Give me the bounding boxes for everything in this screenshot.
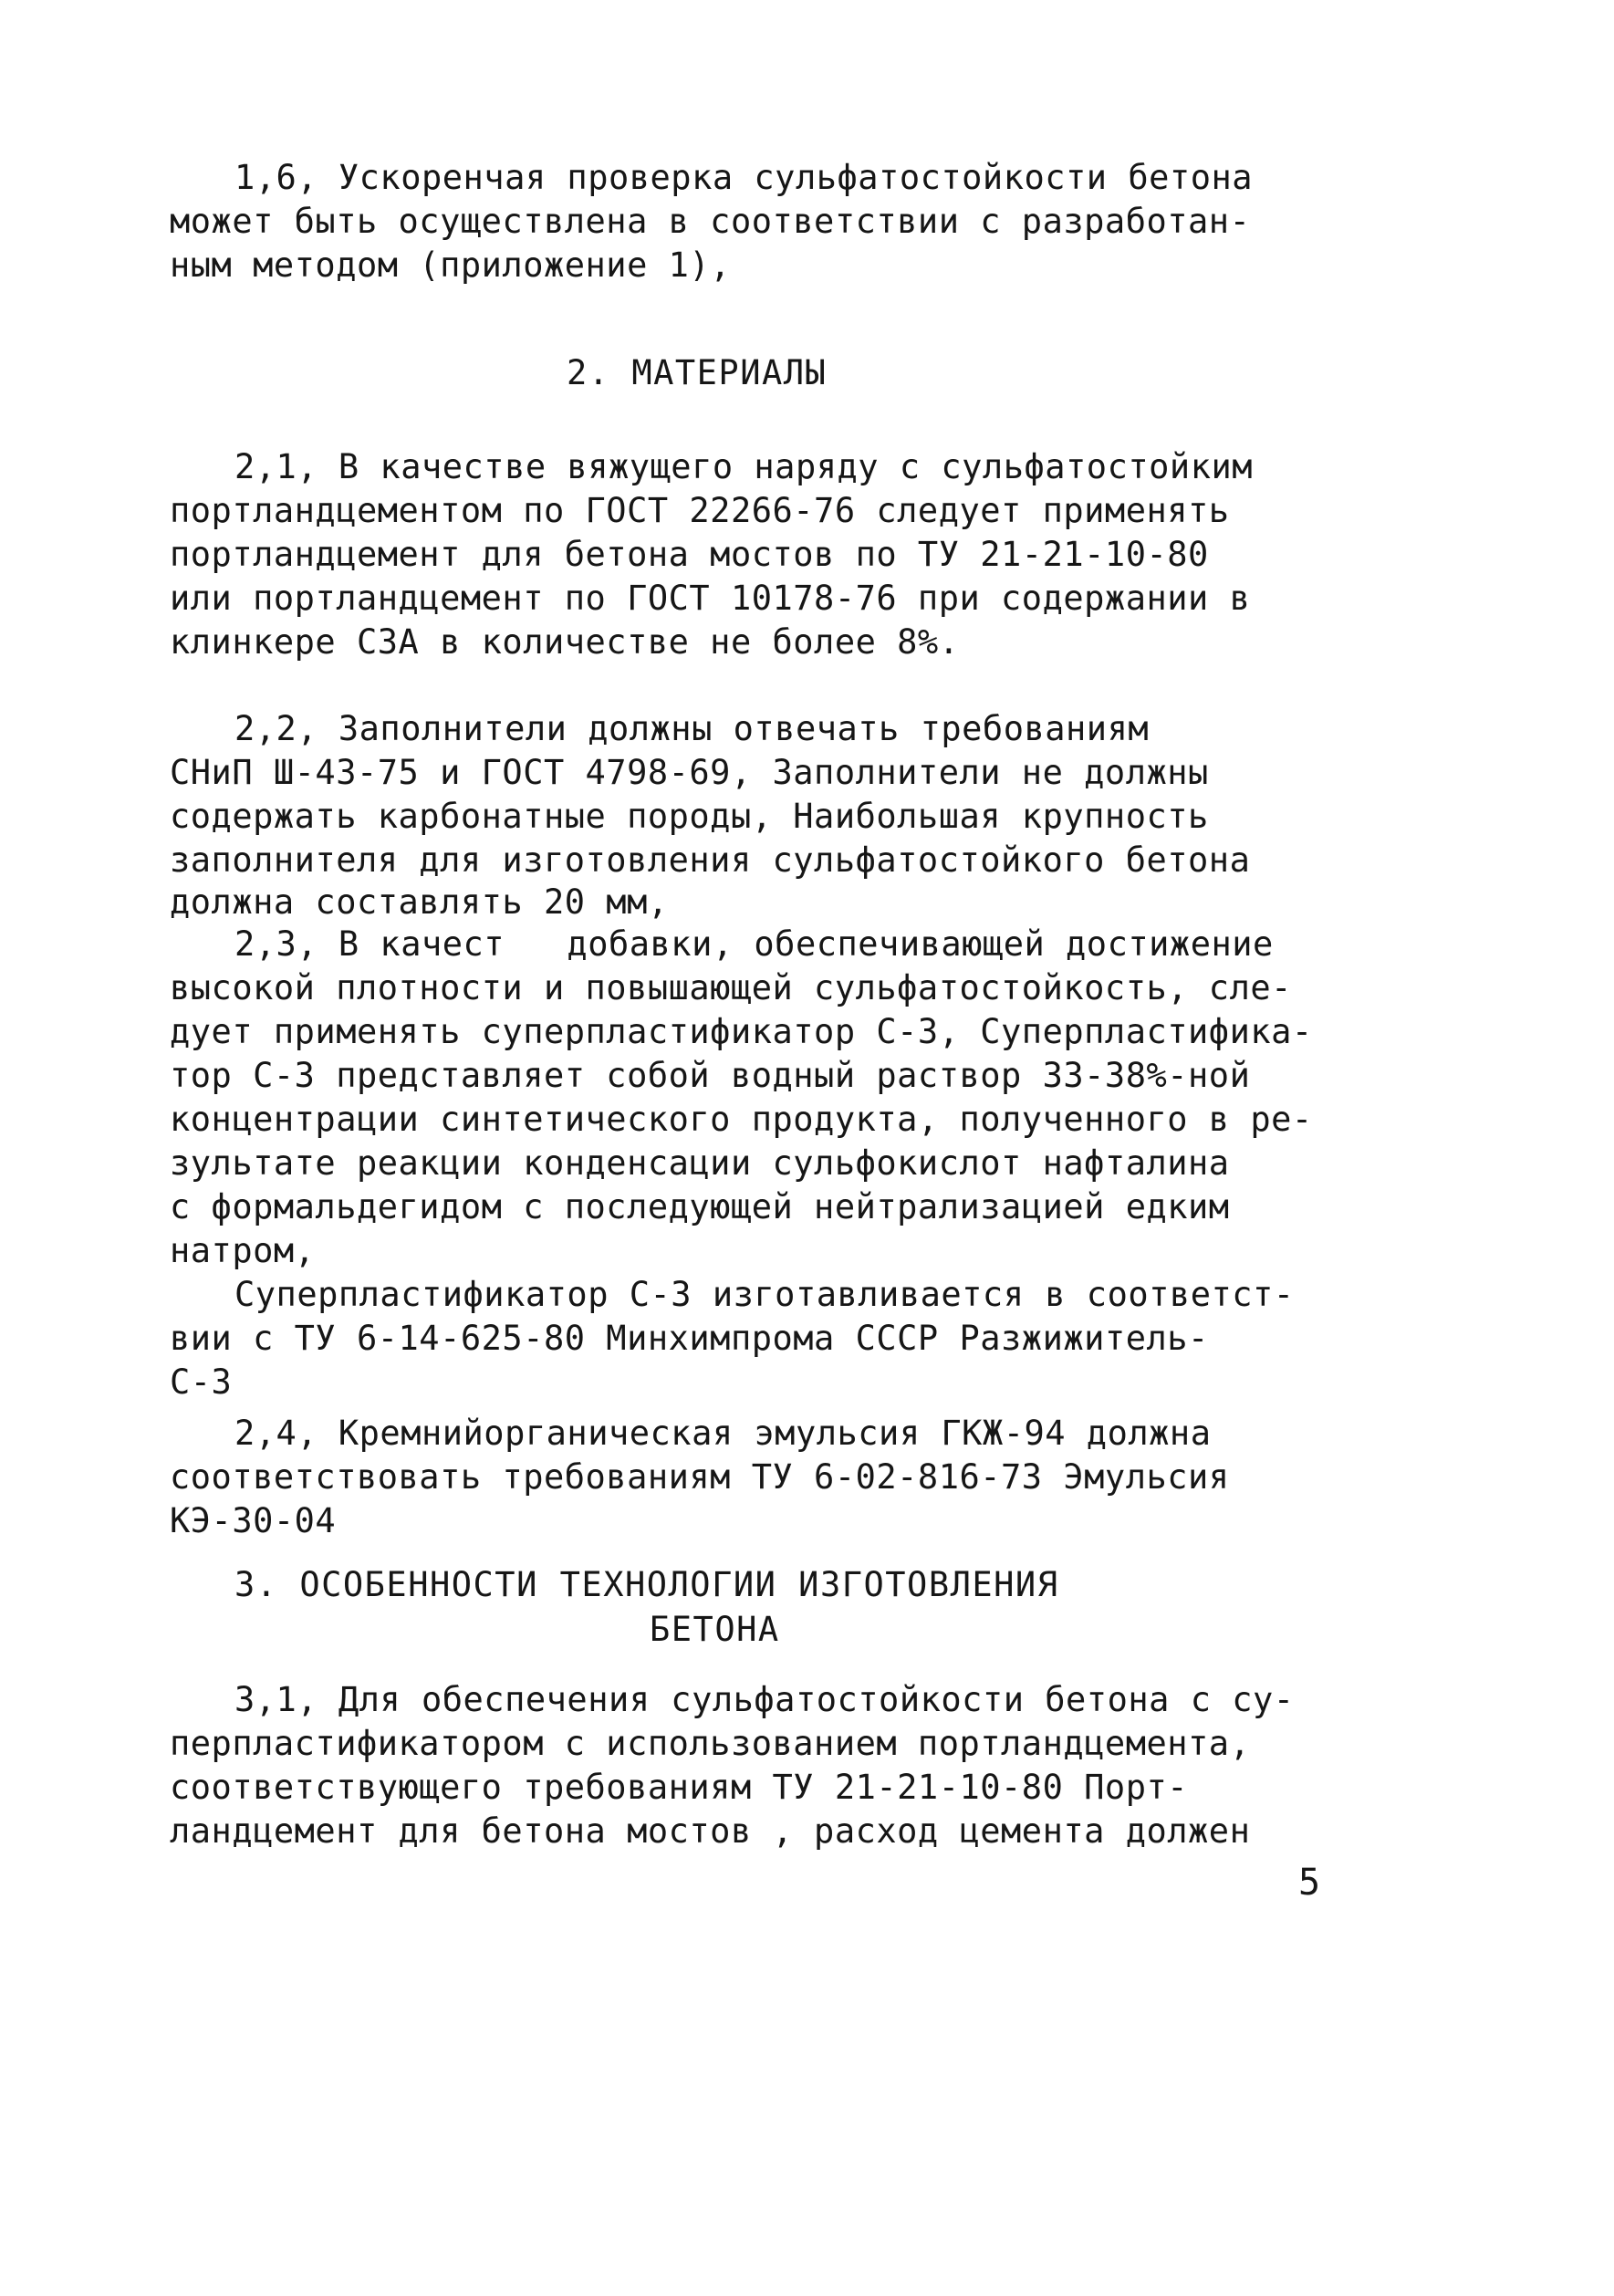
- para-2-3-line-1: 2,3, В качест добавки, обеспечивающей достижение: [234, 924, 1274, 964]
- para-2-1-line-5: клинкере С3А в количестве не более 8%.: [170, 622, 960, 662]
- para-2-3-line-7: с формальдегидом с последующей нейтрализацией едким: [170, 1187, 1230, 1226]
- para-1-6-line-2: может быть осуществлена в соответствии с разработан-: [170, 202, 1251, 241]
- para-1-6-line-3: ным методом (приложение 1),: [170, 245, 731, 285]
- para-2-3b-line-1: Суперпластификатор С-3 изготавливается в соответст-: [234, 1275, 1295, 1314]
- para-2-2-line-5: должна составлять 20 мм,: [170, 882, 669, 922]
- para-2-3-line-8: натром,: [170, 1231, 316, 1270]
- para-2-1-line-4: или портландцемент по ГОСТ 10178-76 при содержании в: [170, 579, 1251, 618]
- para-2-3-line-2: высокой плотности и повышающей сульфатостойкость, сле-: [170, 968, 1292, 1007]
- para-2-4-line-3: КЭ-30-04: [170, 1501, 337, 1540]
- para-3-1-line-4: ландцемент для бетона мостов , расход цемента должен: [170, 1811, 1251, 1851]
- para-2-3-line-6: зультате реакции конденсации сульфокислот нафталина: [170, 1143, 1230, 1183]
- para-2-4-line-1: 2,4, Кремнийорганическая эмульсия ГКЖ-94 должна: [234, 1414, 1212, 1453]
- para-3-1-line-3: соответствующего требованиям ТУ 21-21-10-80 Порт-: [170, 1768, 1189, 1807]
- para-3-1-line-2: перпластификатором с использованием портландцемента,: [170, 1724, 1251, 1763]
- para-2-2-line-2: СНиП Ш-43-75 и ГОСТ 4798-69, Заполнители не должны: [170, 753, 1209, 792]
- section-2-heading: 2. МАТЕРИАЛЫ: [567, 353, 828, 392]
- para-2-3b-line-2: вии с ТУ 6-14-625-80 Минхимпрома СССР Разжижитель-: [170, 1319, 1209, 1358]
- para-1-6-line-1: 1,6, Ускоренчая проверка сульфатостойкости бетона: [234, 158, 1254, 197]
- para-2-1-line-2: портландцементом по ГОСТ 22266-76 следует применять: [170, 491, 1230, 530]
- page-number: 5: [1298, 1862, 1321, 1904]
- para-2-1-line-3: портландцемент для бетона мостов по ТУ 21-21-10-80: [170, 535, 1209, 574]
- para-2-4-line-2: соответствовать требованиям ТУ 6-02-816-73 Эмульсия: [170, 1457, 1230, 1497]
- para-2-3-line-4: тор С-3 представляет собой водный раствор 33-38%-ной: [170, 1056, 1251, 1095]
- para-2-1-line-1: 2,1, В качестве вяжущего наряду с сульфатостойким: [234, 447, 1254, 486]
- para-3-1-line-1: 3,1, Для обеспечения сульфатостойкости бетона с су-: [234, 1680, 1295, 1719]
- para-2-2-line-1: 2,2, Заполнители должны отвечать требованиям: [234, 709, 1150, 748]
- para-2-3-line-5: концентрации синтетического продукта, полученного в ре-: [170, 1100, 1313, 1139]
- para-2-2-line-4: заполнителя для изготовления сульфатостойкого бетона: [170, 840, 1251, 880]
- section-3-heading-line-1: 3. ОСОБЕННОСТИ ТЕХНОЛОГИИ ИЗГОТОВЛЕНИЯ: [234, 1565, 1059, 1604]
- para-2-3b-line-3: С-3: [170, 1362, 233, 1402]
- section-3-heading-line-2: БЕТОНА: [650, 1610, 780, 1649]
- para-2-3-line-3: дует применять суперпластификатор С-3, Суперпластифика-: [170, 1012, 1313, 1051]
- para-2-2-line-3: содержать карбонатные породы, Наибольшая крупность: [170, 797, 1209, 836]
